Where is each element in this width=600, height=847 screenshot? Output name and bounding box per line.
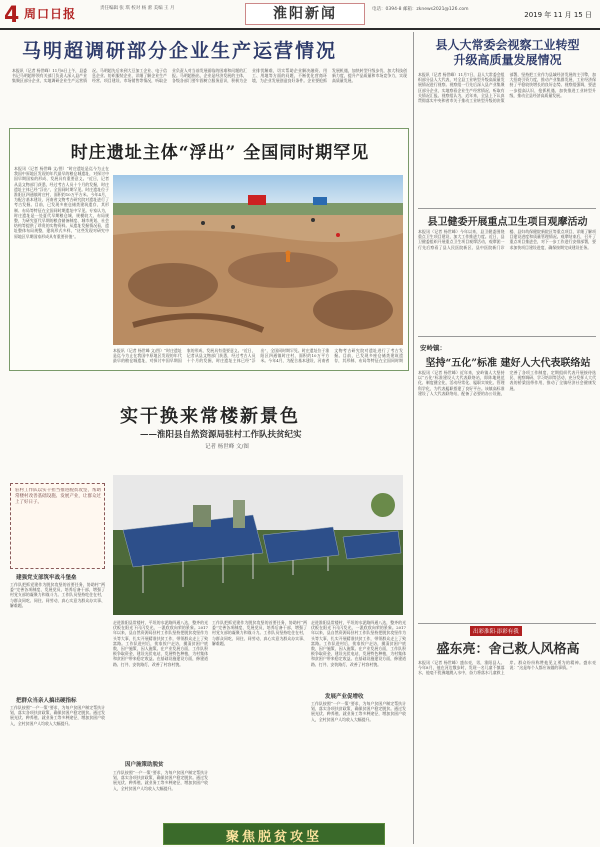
excavation-site-image xyxy=(113,175,403,345)
article3-quote: 驻村工作队以实干担当推进脱贫攻坚，帮助常楼村改善基础设施、发展产业，让群众过上了好日子。 xyxy=(15,488,101,505)
article3-col3: 工作队把抓党建作为脱贫攻坚的首要任务，协助村“两委”完善各项制度，发展党员，培养后备干部，增强了村党支部的凝聚力和战斗力。工作队员坚持吃住在村，与群众同吃、同住、同劳动，真心实意为群众办实事、解难题。 xyxy=(212,620,307,646)
article3-col2: 走进淮阳县常楼村，平坦的水泥路四通八达，整齐的光伏板在阳光下闪闪发光，一派欣欣向荣的景象。2017年以来，县自然资源局驻村工作队坚持把脱贫攻坚作为头等大事，扎实开展精准扶贫工作，带领群众走上了致富路。工作队进村后，挨家挨户走访，摸清贫困户底数，因户施策，因人施策。在产业发展方面，工作队积极争取资金，建设光伏电站，发展特色种植，为村集体和贫困户带来稳定收益。在基础设施建设方面，修建道路、打井、安装路灯，改善了村容村貌。 xyxy=(113,620,208,667)
article3-section4: 发展产业促增收 xyxy=(325,694,364,700)
article3-section3: 因户施策助脱贫 xyxy=(125,762,164,768)
contact-info: 电话：0394-8 邮箱：zknews2021@126.com xyxy=(372,7,469,12)
divider-3 xyxy=(418,623,596,624)
article4-body: 本报讯（记者 杨世峰）11月7日，县人大常委会组织部分县人大代表，对全县工业转型升级高质量发展情况进行视察。视察组一行先后深入县产业集聚区部分企业，实地察看企业生产经营情况，听取有关情况汇报。视察组认为，近年来，全县上下认真贯彻落实中央和省市关于推动工业转型升级的决策部署，坚持把工业作为县域经济发展的主引擎，加大招商引资力度，推动产业集群发展，工业经济保持了平稳较快增长的良好态势。视察组强调，要进一步提高认识，抢抓机遇，加快推进工业转型升级，推动全县经济高质量发展。 xyxy=(418,72,596,104)
article3-byline: 记者 杨世峰 文/图 xyxy=(205,444,249,450)
editor-info: 责任编辑 张 琪 校对 杨 蕾 美编 王 月 xyxy=(100,6,175,11)
banner-text: 聚焦脱贫攻坚 xyxy=(225,830,322,845)
section-title: 淮阳新闻 xyxy=(245,3,365,25)
divider-1 xyxy=(418,208,596,209)
article2-title: 时庄遗址主体“浮出” 全国同时期罕见 xyxy=(70,143,370,163)
article3-col1: 工作队把抓党建作为脱贫攻坚的首要任务，协助村“两委”完善各项制度，发展党员，培养后备干部，增强了村党支部的凝聚力和战斗力。工作队员坚持吃住在村，与群众同吃、同住、同劳动，真心实意为群众办实事、解难题。 xyxy=(10,582,105,608)
article7-title: 盛东亮：舍己救人风格高 xyxy=(436,642,580,657)
article3-col4b: 工作队按照“一户一策”要求，为每户贫困户制定帮扶计划，落实各项扶贫政策，确保贫困户稳定脱贫。通过发展光伏、种养殖、就业务工等多种途径，增加贫困户收入，全村贫困户人均收入大幅提升。 xyxy=(311,701,406,722)
masthead xyxy=(0,0,600,30)
article5-title: 县卫健委开展重点卫生项目观摩活动 xyxy=(427,217,588,228)
article6-body: 本报讯（记者 杨世峰）近年来，安岭镇人大坚持以“五化”标准建设人大代表联络站，即阵地规范化、制度健全化、活动经常化、履职实效化、管理科学化，为代表履职搭建了良好平台。该镇高标准建设了人大代表联络站，配备了必要的办公设施，完善了各项工作制度，定期组织代表开展接待选民、视察调研、学习培训等活动，充分发挥人大代表的桥梁纽带作用，推动了全镇经济社会健康发展。 xyxy=(418,370,596,396)
article2-body-bottom: 本报讯（记者 杨世峰 文/图）“时庄遗址是迄今为止在我国中原地区发现的年代最早的粮仓城遗址，对探讨中国早期国家的形成、发展具有重要意义。”近日，记者从县文物部门获悉，经过考古人员十个月的发掘，时庄遗址主体已经“浮出”，全国同时期罕见。时庄遗址位于淮阳区四通镇时庄村，面积约10万平方米。今年4月，为配合基本建设，河南省文物考古研究院对遗址进行了考古发掘。目前，已发现多座仓储类建筑遗存，其形制、布局等特征在全国同时期 xyxy=(113,348,403,364)
article3-section1: 建强党支部筑牢战斗堡垒 xyxy=(16,575,77,581)
article1-body: 本报讯（记者 杨世峰）11月8日上午，县委书记马明超带领有关部门负责人深入县产业集聚区部分企业，实地调研企业生产运营情况。马明超先后来到大豆加工企业、电子信息企业、纺织服装企业，详细了解企业生产经营、项目建设、市场销售等情况，听取企业负责人对当前发展面临的困难和问题的汇报。马明超指出，企业是经济发展的主体，各级各部门要牢固树立服务意识，积极为企业排忧解难，切实帮助企业解决融资、用工、用地等方面的问题，不断优化营商环境，为企业发展创造良好条件。企业要抢抓发展机遇，加快转型升级步伐，加大科技创新力度，提升产品质量和市场竞争力，实现高质量发展。 xyxy=(12,68,407,84)
article6-label: 安岭镇： xyxy=(420,344,446,352)
article3-subtitle: ——淮阳县自然资源局驻村工作队扶贫纪实 xyxy=(140,430,302,440)
article3-quote-box xyxy=(10,483,105,569)
article3-title: 实干换来常楼新景色 xyxy=(120,406,300,427)
poverty-alleviation-banner xyxy=(163,823,385,845)
campaign-tag: 出彩淮阳·添彩有我 xyxy=(470,626,522,636)
solar-panels-image xyxy=(113,475,403,615)
article7-body: 本报讯（记者 杨世峰）盛东亮，男，淮阳县人。今年8月，他在河边散步时，发现一名儿童不慎落水，他毫不犹豫地跳入水中，奋力将落水儿童救上岸。群众纷纷称赞他见义勇为的精神。盛东亮说：“这是每个人都应该做的事情。” xyxy=(418,660,596,676)
article4-title: 县人大常委会视察工业转型 升级高质量发展情况 xyxy=(435,38,580,67)
article3-col1b: 工作队按照“一户一策”要求，为每户贫困户制定帮扶计划，落实各项扶贫政策，确保贫困户稳定脱贫。通过发展光伏、种养殖、就业务工等多种途径，增加贫困户收入，全村贫困户人均收入大幅提升。 xyxy=(10,705,105,726)
column-divider xyxy=(413,32,414,844)
paper-name-logo: 周口日报 xyxy=(24,7,77,21)
divider-2 xyxy=(418,336,596,337)
article2-photo xyxy=(113,175,403,345)
publication-date: 2019 年 11 月 15 日 xyxy=(524,11,592,19)
article6-title: 坚持“五化”标准 建好人大代表联络站 xyxy=(425,358,591,369)
article1-title: 马明超调研部分企业生产运营情况 xyxy=(22,40,338,62)
page-number: 4 xyxy=(4,3,20,28)
article2-body-left: 本报讯（记者 杨世峰 文/图）“时庄遗址是迄今为止在我国中原地区发现的年代最早的粮仓城遗址，对探讨中国早期国家的形成、发展具有重要意义。”近日，记者从县文物部门获悉，经过考古人员十个月的发掘，时庄遗址主体已经“浮出”，全国同时期罕见。时庄遗址位于淮阳区四通镇时庄村，面积约10万平方米。今年4月，为配合基本建设，河南省文物考古研究院对遗址进行了考古发掘。目前，已发现多座仓储类建筑遗存，其形制、布局等特征在全国同时期遗址中罕见。专家认为，时庄遗址是一处夏代早期粮仓城，规模较大，布局规整，为研究夏代早期的粮食储备制度、城市规划、社会结构等提供了珍贵的实物资料。从遗址发掘情况看，遗址整体布局规整，建筑形式多样，“这些发现对研究中原地区早期国家形成具有重要价值”。 xyxy=(14,166,109,239)
article3-col4: 走进淮阳县常楼村，平坦的水泥路四通八达，整齐的光伏板在阳光下闪闪发光，一派欣欣向荣的景象。2017年以来，县自然资源局驻村工作队坚持把脱贫攻坚作为头等大事，扎实开展精准扶贫工作，带领群众走上了致富路。工作队进村后，挨家挨户走访，摸清贫困户底数，因户施策，因人施策。在产业发展方面，工作队积极争取资金，建设光伏电站，发展特色种植，为村集体和贫困户带来稳定收益。在基础设施建设方面，修建道路、打井、安装路灯，改善了村容村貌。 xyxy=(311,620,406,667)
article3-col2b: 工作队按照“一户一策”要求，为每户贫困户制定帮扶计划，落实各项扶贫政策，确保贫困户稳定脱贫。通过发展光伏、种养殖、就业务工等多种途径，增加贫困户收入，全村贫困户人均收入大幅提升。 xyxy=(113,770,208,791)
article3-photo xyxy=(113,475,403,615)
article3-section2: 把群众当亲人搞出硬指标 xyxy=(16,698,77,704)
article5-body: 本报讯（记者 杨世峰）今年以来，县卫健委围绕重点卫生项目建设，加大工作推进力度。近日，县卫健委组织开展重点卫生项目观摩活动，观摩团一行先后察看了县人民医院新区、县中医院新门诊楼、县妇幼保健院新院区等重点项目，详细了解项目建设进度和质量管理情况。观摩结束后，召开了重点项目推进会，对下一步工作进行安排部署，要求加快项目建设进度，确保按期完成建设任务。 xyxy=(418,229,596,250)
